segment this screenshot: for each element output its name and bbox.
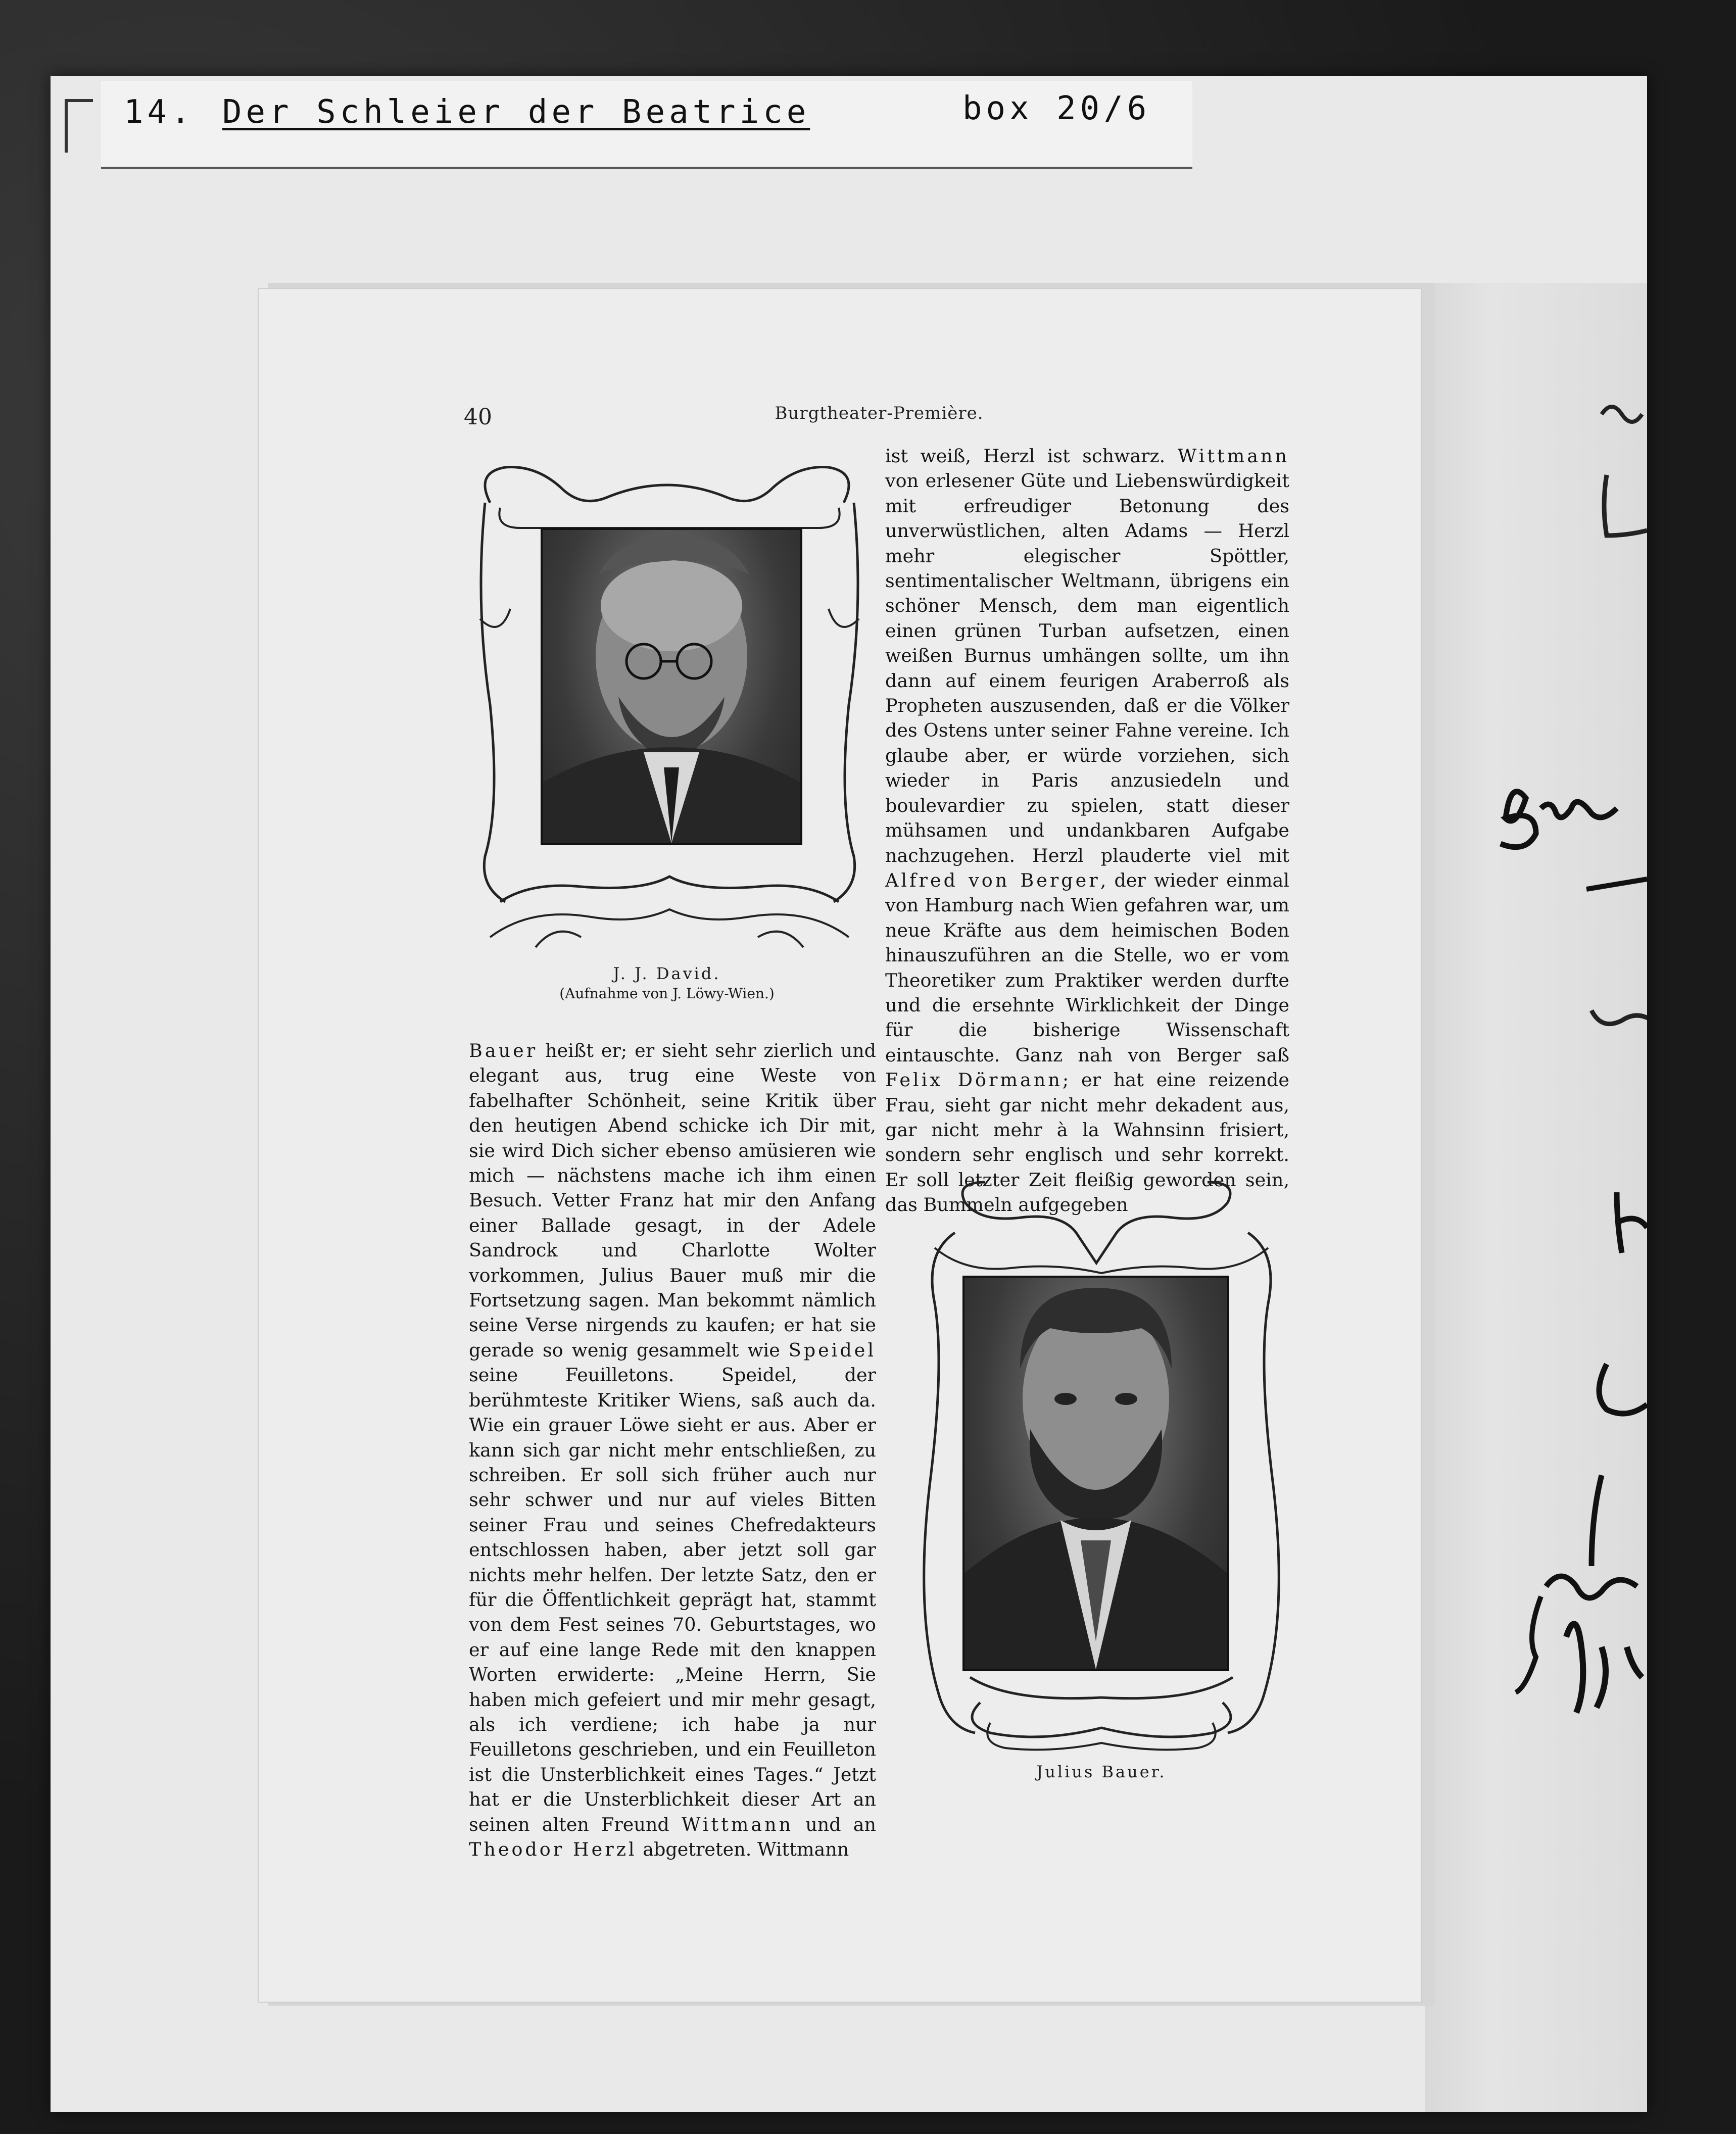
text-run: , der wieder einmal von Hamburg nach Wien gefahren war, um neue Kräfte aus dem heimischen Boden hinauszuführen an die Stelle, wo er vom Theoretiker zum Praktiker werden durfte und die ersehnte Wirklichkeit der Dinge für die bisherige Wissenschaft eintauschte. Ganz nah von Berger saß [885,869,1289,1066]
text-run: und an [793,1813,876,1835]
text-name-speidel: Speidel [788,1339,876,1361]
handwritten-notes [1485,354,1647,1819]
david-photo-silhouette [543,530,800,843]
bauer-photo-silhouette [965,1278,1227,1669]
text-name-wittmann: Wittmann [681,1813,794,1835]
text-name-berger: Alfred von Berger [885,869,1100,891]
corner-crop-mark [65,99,93,153]
text-run: seine Feuilletons. Speidel, der berühmteste Kritiker Wiens, saß auch da. Wie ein grauer Löwe sieht er aus. Aber er kann sich gar nicht mehr entschließen, zu schreiben. Er soll sich früher auch nur sehr schwer und nur auf vieles Bitten seiner Frau und seines Chefredakteurs entschlossen haben, aber jetzt soll gar nichts mehr helfen. Der letzte Satz, den er für die Öffentlichkeit geprägt hat, stammt von dem Fest seines 70. Geburtstages, wo er auf eine lange Rede mit den knappen Worten erwiderte: „Meine Herrn, Sie haben mich gefeiert und mir mehr gesagt, als ich verdiene; ich habe ja nur Feuilletons geschrieben, und ein Feuilleton ist die Unsterblichkeit eines Tages.“ Jetzt hat er die Unsterblichkeit dieser Art an seinen alten Freund [469,1364,876,1835]
photo-bauer [962,1276,1229,1671]
text-name-herzl: Theodor Herzl [469,1838,637,1860]
text-column-left-bottom [469,1038,876,1860]
handwriting-strokes [1485,354,1647,1819]
page-number: 40 [464,404,492,430]
caption-david-name: J. J. David. [613,964,721,983]
text-run: von erlesener Güte und Liebenswürdigkeit mit erfreudiger Betonung des unverwüstlichen, alten Adams — Herzl mehr elegischer Spöttler, sentimentalischer Weltmann, übrigens ein schöner Mensch, dem man eigentlich einen grünen Turban aufsetzen, einen weißen Burnus umhängen sollte, um ihn dann auf einem feurigen Araberroß als Propheten auszusenden, daß er die Völker des Ostens unter seiner Fahne vereine. Ich glaube aber, er würde vorziehen, sich wieder in Paris anzusiedeln und boulevardier zu spielen, statt dieser mühsamen und undankbaren Aufgabe nachzugehen. Herzl plauderte viel mit [885,470,1289,866]
photo-david [541,528,802,845]
label-title: Der Schleier der Beatrice [222,93,810,131]
text-name-wittmann: Wittmann [1177,445,1289,467]
portrait-frame-bauer [909,1167,1293,1758]
running-head: Burgtheater-Première. [775,403,984,423]
caption-bauer-name: Julius Bauer. [1036,1762,1167,1781]
text-run: ist weiß, Herzl ist schwarz. [885,445,1178,467]
text-name-bauer: Bauer [469,1040,538,1061]
label-box-number: box 20/6 [962,90,1151,127]
portrait-frame-david [470,457,869,967]
text-name-doermann: Felix Dörmann [885,1069,1063,1091]
caption-david-credit: (Aufnahme von J. Löwy-Wien.) [559,985,775,1002]
text-run: abgetreten. Wittmann [637,1838,849,1860]
label-number: 14. [124,93,195,131]
text-column-right-top [885,444,1289,1216]
text-run: ; er hat eine reizende Frau, sieht gar nicht mehr dekadent aus, gar nicht mehr à la Wahnsinn frisiert, sondern sehr englisch und sehr korrekt. Er soll letzter Zeit fleißig geworden sein, das Bummeln aufgegeben [885,1069,1289,1216]
text-run: heißt er; er sieht sehr zierlich und elegant aus, trug eine Weste von fabelhafter Schönheit, seine Kritik über den heutigen Abend schicke ich Dir mit, sie wird Dich sicher ebenso amüsieren wie mich — nächstens mache ich ihm einen Besuch. Vetter Franz hat mir den Anfang einer Ballade gesagt, in der Adele Sandrock und Charlotte Wolter vorkommen, Julius Bauer muß mir die Fortsetzung sagen. Man bekommt nämlich seine Verse nirgends zu kaufen; er hat sie gerade so wenig gesammelt wie [469,1040,876,1361]
